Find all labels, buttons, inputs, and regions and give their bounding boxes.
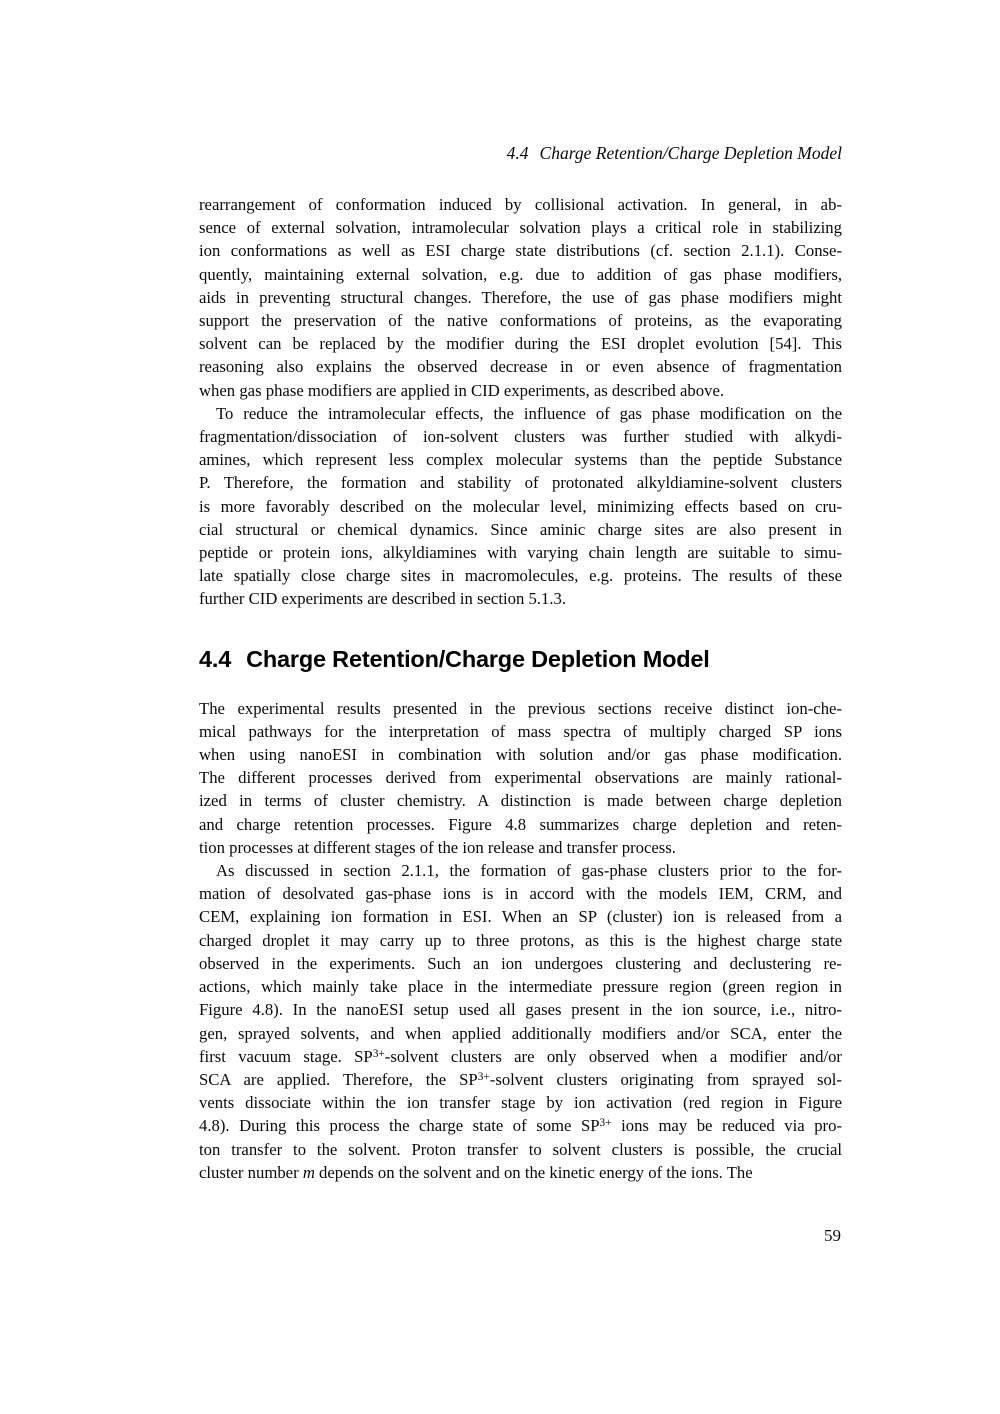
text-line: mical pathways for the interpretation of mass spectra of multiply charged SP ions: [199, 721, 842, 741]
paragraph: [199, 697, 842, 859]
page-body: [199, 193, 842, 1184]
text-line: rearrangement of conformation induced by collisional activation. In general, in ab-: [199, 195, 842, 214]
paragraph: [199, 859, 842, 1184]
running-header-number: 4.4: [506, 143, 529, 163]
text-line: actions, which mainly take place in the intermediate pressure region (green region in: [199, 977, 842, 997]
text-line: support the preservation of the native conformations of proteins, as the evaporating: [199, 311, 842, 331]
text-line: vents dissociate within the ion transfer stage by ion activation (red region in Figure: [199, 1093, 842, 1113]
text-line: solvent can be replaced by the modifier during the ESI droplet evolution [54]. This: [199, 334, 842, 354]
text-line: The experimental results presented in the previous sections receive distinct ion-che-: [199, 698, 842, 718]
text-line: P. Therefore, the formation and stability of protonated alkyldiamine-solvent clusters: [199, 473, 842, 493]
text-line: 4.8). During this process the charge state of some $SP^{3+}$ ions may be reduced via pro-: [199, 1116, 843, 1136]
text-line: and charge retention processes. Figure 4.8 summarizes charge depletion and reten-: [199, 814, 842, 834]
text-line: is more favorably described on the molecular level, minimizing effects based on cru-: [199, 496, 842, 516]
text-line: reasoning also explains the observed decrease in or even absence of fragmentation: [199, 357, 842, 377]
text-line: amines, which represent less complex molecular systems than the peptide Substance: [199, 450, 842, 470]
text-line: ized in terms of cluster chemistry. A distinction is made between charge depletion: [199, 791, 842, 811]
section-heading-title: Charge Retention/Charge Depletion Model: [246, 645, 710, 672]
text-line: cluster number m depends on the solvent and on the kinetic energy of the ions. The: [199, 1162, 753, 1182]
text-line: As discussed in section 2.1.1, the formation of gas-phase clusters prior to the for-: [216, 861, 842, 881]
text-line: further CID experiments are described in section 5.1.3.: [199, 589, 567, 609]
text-line: SCA are applied. Therefore, the $SP^{3+}$-solvent clusters originating from sprayed sol-: [199, 1069, 842, 1089]
text-line: fragmentation/dissociation of ion-solvent clusters was further studied with alkydi-: [199, 427, 842, 447]
paragraph: [199, 193, 842, 402]
text-line: CEM, explaining ion formation in ESI. When an SP (cluster) ion is released from a: [199, 907, 842, 927]
running-header-title: Charge Retention/Charge Depletion Model: [539, 143, 842, 163]
text-line: observed in the experiments. Such an ion undergoes clustering and declustering re-: [199, 953, 842, 973]
text-line: ion conformations as well as ESI charge state distributions (cf. section 2.1.1). Conse-: [199, 241, 842, 261]
text-line: when using nanoESI in combination with solution and/or gas phase modification.: [199, 745, 842, 765]
text-line: first vacuum stage. $SP^{3+}$-solvent clusters are only observed when a modifier and/or: [199, 1046, 842, 1066]
text-line: sence of external solvation, intramolecular solvation plays a critical role in stabilizing: [199, 218, 842, 238]
text-line: when gas phase modifiers are applied in CID experiments, as described above.: [199, 380, 725, 400]
section-heading-number: 4.4: [199, 645, 232, 672]
text-line: cial structural or chemical dynamics. Since aminic charge sites are also present in: [199, 519, 842, 539]
text-line: The different processes derived from experimental observations are mainly rational-: [199, 768, 842, 788]
paragraph: [199, 402, 842, 611]
text-line: gen, sprayed solvents, and when applied additionally modifiers and/or SCA, enter the: [199, 1023, 842, 1043]
text-line: ton transfer to the solvent. Proton transfer to solvent clusters is possible, the crucial: [199, 1139, 842, 1159]
text-line: late spatially close charge sites in macromolecules, e.g. proteins. The results of these: [199, 566, 842, 586]
text-line: Figure 4.8). In the nanoESI setup used all gases present in the ion source, i.e., nitro-: [199, 1000, 842, 1020]
text-line: To reduce the intramolecular effects, the influence of gas phase modification on the: [216, 403, 842, 423]
text-line: peptide or protein ions, alkyldiamines with varying chain length are suitable to simu-: [199, 543, 842, 563]
section-heading: [199, 644, 842, 674]
text-line: aids in preventing structural changes. Therefore, the use of gas phase modifiers might: [199, 287, 842, 307]
text-line: tion processes at different stages of the ion release and transfer process.: [199, 837, 676, 857]
text-line: charged droplet it may carry up to three protons, as this is the highest charge state: [199, 930, 842, 950]
text-line: quently, maintaining external solvation, e.g. due to addition of gas phase modifiers,: [199, 264, 842, 284]
page-number: 59: [824, 1226, 841, 1245]
text-line: mation of desolvated gas-phase ions is in accord with the models IEM, CRM, and: [199, 884, 842, 904]
running-header: [507, 143, 842, 164]
